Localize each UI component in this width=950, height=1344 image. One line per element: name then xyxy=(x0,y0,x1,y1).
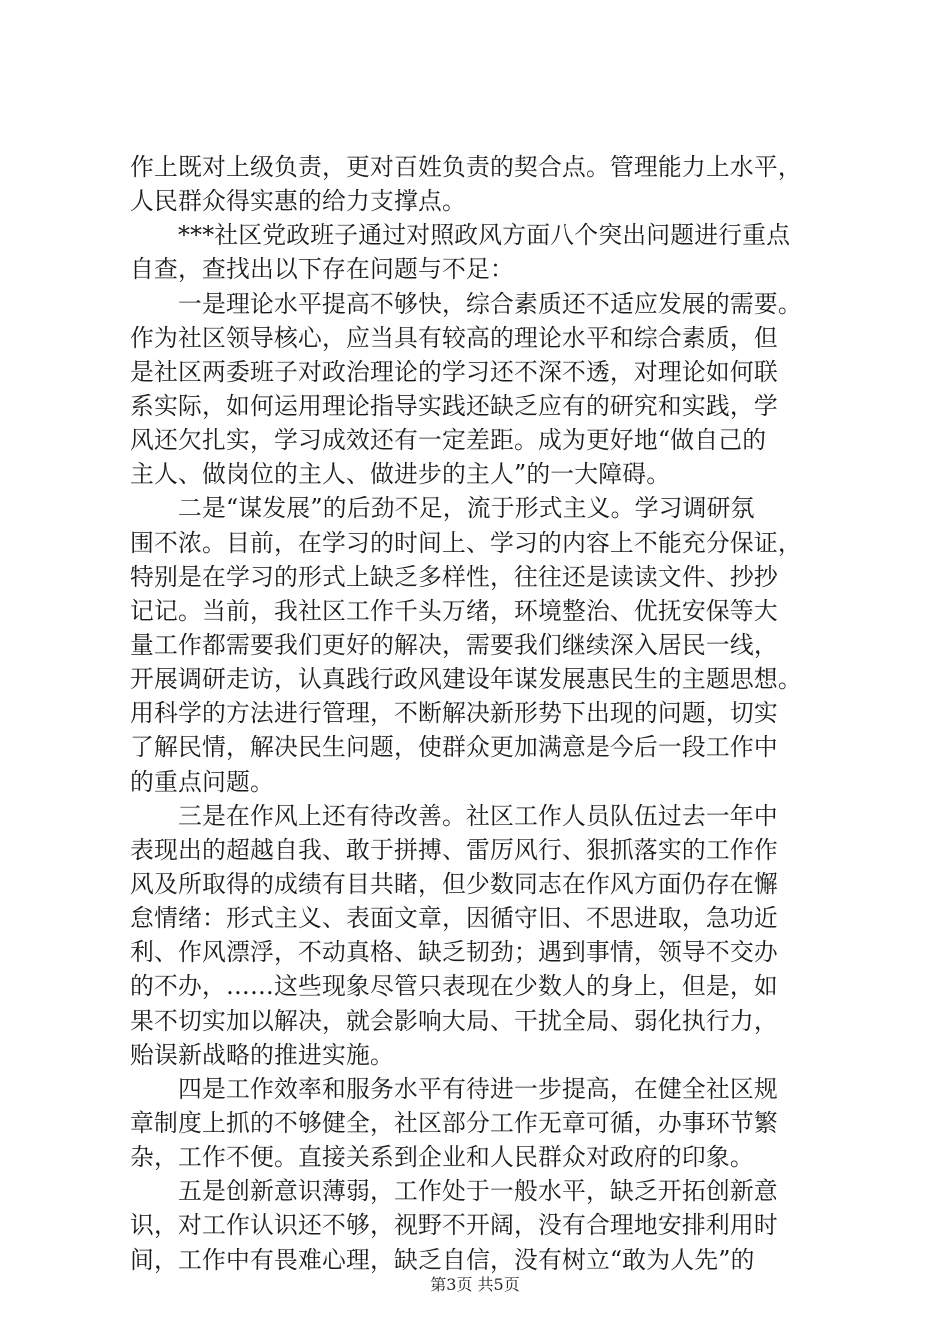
text-line: 杂，工作不便。直接关系到企业和人民群众对政府的印象。 xyxy=(130,1143,754,1172)
document-body xyxy=(130,150,830,1277)
text-line: 主人、做岗位的主人、做进步的主人”的一大障碍。 xyxy=(130,460,671,489)
text-line: 章制度上抓的不够健全，社区部分工作无章可循，办事环节繁 xyxy=(130,1108,778,1137)
text-line: 作上既对上级负责，更对百姓负责的契合点。管理能力上水平， xyxy=(130,153,802,181)
text-line: 利、作风漂浮，不动真格、缺乏韧劲；遇到事情，领导不交办 xyxy=(130,938,778,967)
text-line: 开展调研走访，认真践行政风建设年谋发展惠民生的主题思想。 xyxy=(130,665,802,694)
text-line: 怠情绪：形式主义、表面文章，因循守旧、不思进取，急功近 xyxy=(130,904,778,933)
text-line: 系实际，如何运用理论指导实践还缺乏应有的研究和实践，学 xyxy=(130,391,778,420)
text-line: 的不办，……这些现象尽管只表现在少数人的身上，但是，如 xyxy=(130,972,778,1001)
text-line: ***社区党政班子通过对照政风方面八个突出问题进行重点 xyxy=(178,221,791,250)
text-line: 果不切实加以解决，就会影响大局、干扰全局、弱化执行力， xyxy=(130,1006,778,1035)
text-line: 五是创新意识薄弱，工作处于一般水平，缺乏开拓创新意 xyxy=(178,1177,778,1206)
text-line: 的重点问题。 xyxy=(130,767,274,796)
text-line: 一是理论水平提高不够快，综合素质还不适应发展的需要。 xyxy=(178,289,802,318)
text-line: 量工作都需要我们更好的解决，需要我们继续深入居民一线， xyxy=(130,630,778,659)
text-line: 用科学的方法进行管理，不断解决新形势下出现的问题，切实 xyxy=(130,699,778,728)
text-line: 特别是在学习的形式上缺乏多样性，往往还是读读文件、抄抄 xyxy=(130,562,778,591)
text-line: 间，工作中有畏难心理，缺乏自信，没有树立“敢为人先”的 xyxy=(130,1245,755,1274)
text-line: 了解民情，解决民生问题，使群众更加满意是今后一段工作中 xyxy=(130,733,778,762)
text-line: 作为社区领导核心，应当具有较高的理论水平和综合素质，但 xyxy=(130,323,778,352)
text-line: 三是在作风上还有待改善。社区工作人员队伍过去一年中 xyxy=(178,801,778,830)
text-line: 自查，查找出以下存在问题与不足： xyxy=(130,255,514,284)
text-line: 二是“谋发展”的后劲不足，流于形式主义。学习调研氛 xyxy=(178,494,755,523)
text-line: 风及所取得的成绩有目共睹，但少数同志在作风方面仍存在懈 xyxy=(130,869,778,898)
text-line: 贻误新战略的推进实施。 xyxy=(130,1040,394,1069)
text-line: 识，对工作认识还不够，视野不开阔，没有合理地安排利用时 xyxy=(130,1211,778,1240)
text-line: 人民群众得实惠的给力支撑点。 xyxy=(130,187,466,216)
text-line: 记记。当前，我社区工作千头万绪，环境整治、优抚安保等大 xyxy=(130,596,778,625)
text-line: 围不浓。目前，在学习的时间上、学习的内容上不能充分保证， xyxy=(130,528,802,557)
page-footer: 第3页 共5页 xyxy=(430,1275,520,1294)
text-line: 风还欠扎实，学习成效还有一定差距。成为更好地“做自己的 xyxy=(130,426,767,455)
text-line: 是社区两委班子对政治理论的学习还不深不透，对理论如何联 xyxy=(130,357,778,386)
text-line: 四是工作效率和服务水平有待进一步提高，在健全社区规 xyxy=(178,1074,778,1103)
text-line: 表现出的超越自我、敢于拼搏、雷厉风行、狠抓落实的工作作 xyxy=(130,835,778,864)
